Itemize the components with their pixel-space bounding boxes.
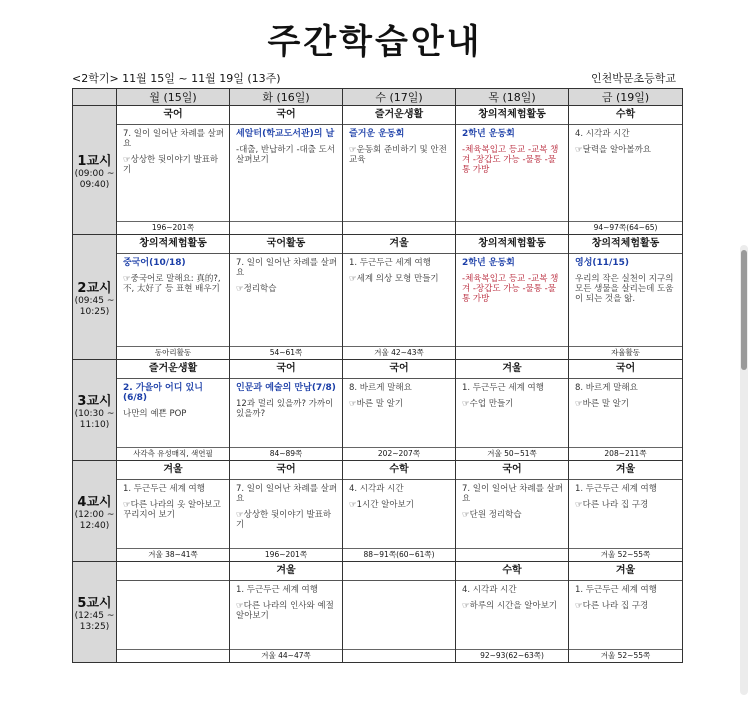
subject-label: 즐거운생활 (117, 360, 229, 379)
lesson-topic: 8. 바르게 말해요 (349, 383, 412, 393)
lesson-content (569, 379, 682, 409)
lesson-topic: 영성(11/15) (575, 258, 629, 268)
lesson-activity: ☞1시간 알아보기 (349, 500, 414, 510)
lesson-content (117, 480, 229, 520)
textbook-pages (117, 649, 229, 662)
subject-label: 국어 (230, 360, 342, 379)
school-name: 인천박문초등학교 (590, 72, 676, 85)
lesson-activity: ☞바른 말 알기 (349, 399, 404, 409)
textbook-pages: 겨울 50~51쪽 (456, 447, 568, 460)
day-header: 화 (16일) (230, 89, 343, 106)
lesson-content (456, 581, 568, 611)
lesson-content (569, 254, 682, 304)
lesson-content (343, 581, 455, 585)
scrollbar-thumb[interactable] (741, 250, 747, 370)
subject-label: 즐거운생활 (343, 106, 455, 125)
lesson-content (230, 125, 342, 165)
lesson-cell (456, 461, 569, 562)
weekly-schedule-table (72, 88, 683, 663)
lesson-activity: -체육복입고 등교 -교복 챙겨 -장갑도 가능 -물통 -물통 가방 (462, 274, 559, 304)
lesson-content (343, 379, 455, 409)
subject-label: 수학 (343, 461, 455, 480)
textbook-pages: 92~93(62~63쪽) (456, 649, 568, 662)
lesson-cell (117, 461, 230, 562)
subject-label: 국어활동 (230, 235, 342, 254)
lesson-box (343, 360, 455, 460)
period-label (73, 360, 117, 461)
lesson-content (569, 480, 682, 510)
subject-label: 국어 (456, 461, 568, 480)
period-time: (09:45 ~ 10:25) (74, 295, 115, 317)
lesson-cell (117, 235, 230, 360)
lesson-cell (230, 106, 343, 235)
textbook-pages (456, 221, 568, 234)
lesson-activity: 나만의 예쁜 POP (123, 409, 187, 419)
lesson-cell (343, 235, 456, 360)
subject-label: 창의적체험활동 (456, 235, 568, 254)
period-name: 1교시 (77, 153, 112, 169)
lesson-activity: ☞수업 만들기 (462, 399, 514, 409)
lesson-content (230, 379, 342, 419)
lesson-content (230, 581, 342, 621)
lesson-box (230, 461, 342, 561)
day-header: 금 (19일) (569, 89, 683, 106)
lesson-activity: ☞정리학습 (236, 284, 277, 294)
textbook-pages: 208~211쪽 (569, 447, 682, 460)
lesson-content (569, 581, 682, 611)
lesson-box (117, 106, 229, 234)
textbook-pages: 동아리활동 (117, 346, 229, 359)
lesson-activity: ☞세계 의상 모형 만들기 (349, 274, 439, 284)
lesson-activity: 12과 멀리 있을까? 가까이 있을까? (236, 399, 334, 419)
textbook-pages: 202~207쪽 (343, 447, 455, 460)
day-header: 월 (15일) (117, 89, 230, 106)
day-header-row (73, 89, 683, 106)
textbook-pages: 94~97쪽(64~65) (569, 221, 682, 234)
lesson-activity: ☞다른 나라의 옷 알아보고 꾸리지어 보기 (123, 500, 221, 520)
period-row (73, 106, 683, 235)
lesson-activity: ☞다른 나라의 인사와 예절 알아보기 (236, 601, 334, 621)
lesson-cell (343, 562, 456, 663)
lesson-cell (343, 360, 456, 461)
lesson-box (343, 461, 455, 561)
lesson-topic: 8. 바르게 말해요 (575, 383, 638, 393)
lesson-cell (230, 235, 343, 360)
lesson-box (456, 235, 568, 359)
lesson-activity: ☞다른 나라 집 구경 (575, 500, 649, 510)
subject-label (343, 562, 455, 581)
lesson-content (343, 480, 455, 510)
textbook-pages: 겨울 44~47쪽 (230, 649, 342, 662)
textbook-pages: 자율활동 (569, 346, 682, 359)
period-row (73, 235, 683, 360)
lesson-topic: 인문과 예술의 만남(7/8) (236, 383, 336, 393)
lesson-box (456, 461, 568, 561)
subject-label (117, 562, 229, 581)
lesson-cell (456, 235, 569, 360)
lesson-topic: 2학년 운동회 (462, 258, 515, 268)
lesson-cell (117, 360, 230, 461)
subject-label: 겨울 (230, 562, 342, 581)
subject-label: 겨울 (456, 360, 568, 379)
lesson-topic: 즐거운 운동회 (349, 129, 405, 139)
lesson-cell (230, 360, 343, 461)
lesson-activity: ☞상상한 뒷이야기 발표하기 (236, 510, 332, 530)
lesson-content (230, 480, 342, 530)
lesson-box (230, 235, 342, 359)
lesson-content (117, 254, 229, 294)
lesson-box (117, 562, 229, 662)
lesson-box (343, 235, 455, 359)
lesson-cell (230, 562, 343, 663)
lesson-topic: 2학년 운동회 (462, 129, 515, 139)
schedule-frame (72, 88, 682, 708)
lesson-topic: 4. 시각과 시간 (349, 484, 404, 494)
lesson-cell (343, 461, 456, 562)
period-time: (10:30 ~ 11:10) (74, 408, 115, 430)
lesson-activity: -체육복입고 등교 -교복 챙겨 -장갑도 가능 -물통 -물통 가방 (462, 145, 559, 175)
lesson-content (456, 480, 568, 520)
period-time: (12:45 ~ 13:25) (74, 610, 115, 632)
lesson-activity: ☞단원 정리학습 (462, 510, 522, 520)
lesson-content (230, 254, 342, 294)
lesson-topic: 1. 두근두근 세계 여행 (236, 585, 318, 595)
textbook-pages: 사각측 유성매직, 색연필 (117, 447, 229, 460)
lesson-content (456, 125, 568, 175)
period-row (73, 461, 683, 562)
lesson-topic: 1. 두근두근 세계 여행 (462, 383, 544, 393)
period-name: 4교시 (77, 494, 112, 510)
subject-label: 국어 (117, 106, 229, 125)
textbook-pages: 88~91쪽(60~61쪽) (343, 548, 455, 561)
period-row (73, 562, 683, 663)
lesson-content (569, 125, 682, 155)
lesson-box (569, 562, 682, 662)
lesson-activity: -대출, 반납하기 -대출 도서 살펴보기 (236, 145, 336, 165)
lesson-box (569, 360, 682, 460)
textbook-pages (456, 346, 568, 359)
lesson-activity: ☞다른 나라 집 구경 (575, 601, 649, 611)
header-bar (72, 70, 676, 86)
lesson-box (456, 360, 568, 460)
textbook-pages (456, 548, 568, 561)
textbook-pages: 196~201쪽 (230, 548, 342, 561)
lesson-topic: 7. 일이 일어난 차례를 살펴요 (236, 258, 338, 278)
lesson-cell (569, 360, 683, 461)
lesson-content (456, 379, 568, 409)
subject-label: 창의적체험활동 (117, 235, 229, 254)
corner-cell (73, 89, 117, 106)
lesson-box (343, 562, 455, 662)
lesson-cell (117, 106, 230, 235)
period-time: (12:00 ~ 12:40) (74, 509, 115, 531)
period-name: 2교시 (77, 280, 112, 296)
lesson-box (117, 461, 229, 561)
lesson-box (230, 562, 342, 662)
lesson-box (569, 461, 682, 561)
lesson-activity: ☞운동회 준비하기 및 안전교육 (349, 145, 447, 165)
textbook-pages (230, 221, 342, 234)
subject-label: 국어 (230, 106, 342, 125)
lesson-topic: 2. 가을아 어디 있니 (6/8) (123, 383, 203, 403)
lesson-box (230, 106, 342, 234)
lesson-content (117, 379, 229, 419)
subject-label: 수학 (569, 106, 682, 125)
lesson-cell (117, 562, 230, 663)
subject-label: 국어 (569, 360, 682, 379)
subject-label: 창의적체험활동 (569, 235, 682, 254)
lesson-activity: 우리의 작은 실천이 지구의 모든 생물을 살리는데 도움이 되는 것을 앎. (575, 274, 674, 304)
lesson-topic: 7. 일이 일어난 차례를 살펴요 (123, 129, 225, 149)
textbook-pages: 겨울 52~55쪽 (569, 649, 682, 662)
lesson-content (456, 254, 568, 304)
period-label (73, 461, 117, 562)
period-name: 3교시 (77, 393, 112, 409)
lesson-box (343, 106, 455, 234)
period-label (73, 235, 117, 360)
lesson-box (117, 235, 229, 359)
lesson-topic: 4. 시각과 시간 (575, 129, 630, 139)
period-row (73, 360, 683, 461)
lesson-cell (569, 461, 683, 562)
lesson-box (569, 235, 682, 359)
lesson-cell (456, 106, 569, 235)
page-title: 주간학습안내 (267, 22, 483, 62)
subject-label: 겨울 (569, 461, 682, 480)
lesson-activity: ☞하루의 시간을 알아보기 (462, 601, 558, 611)
subject-label: 국어 (230, 461, 342, 480)
lesson-activity: ☞바른 말 알기 (575, 399, 630, 409)
lesson-cell (456, 562, 569, 663)
lesson-topic: 1. 두근두근 세계 여행 (575, 484, 657, 494)
lesson-box (117, 360, 229, 460)
week-range: <2학기> 11월 15일 ~ 11월 19일 (13주) (72, 72, 281, 85)
lesson-box (456, 106, 568, 234)
lesson-content (117, 125, 229, 175)
lesson-content (343, 125, 455, 165)
lesson-cell (343, 106, 456, 235)
lesson-cell (456, 360, 569, 461)
lesson-activity: ☞중국어로 말해요: 真的?, 不, 太好了 등 표현 배우기 (123, 274, 221, 294)
lesson-cell (569, 235, 683, 360)
lesson-topic: 중국어(10/18) (123, 258, 186, 268)
subject-label: 겨울 (117, 461, 229, 480)
textbook-pages: 196~201쪽 (117, 221, 229, 234)
subject-label: 수학 (456, 562, 568, 581)
lesson-cell (569, 106, 683, 235)
lesson-activity: ☞달력을 알아볼까요 (575, 145, 652, 155)
subject-label: 국어 (343, 360, 455, 379)
lesson-cell (569, 562, 683, 663)
subject-label: 겨울 (569, 562, 682, 581)
lesson-box (569, 106, 682, 234)
period-time: (09:00 ~ 09:40) (74, 168, 115, 190)
textbook-pages (343, 649, 455, 662)
period-label (73, 106, 117, 235)
lesson-cell (230, 461, 343, 562)
lesson-topic: 7. 일이 일어난 차례를 살펴요 (236, 484, 338, 504)
lesson-activity: ☞상상한 뒷이야기 발표하기 (123, 155, 219, 175)
textbook-pages: 겨울 52~55쪽 (569, 548, 682, 561)
lesson-topic: 4. 시각과 시간 (462, 585, 517, 595)
lesson-topic: 7. 일이 일어난 차례를 살펴요 (462, 484, 564, 504)
period-label (73, 562, 117, 663)
textbook-pages: 54~61쪽 (230, 346, 342, 359)
textbook-pages: 겨울 38~41쪽 (117, 548, 229, 561)
lesson-topic: 1. 두근두근 세계 여행 (123, 484, 205, 494)
lesson-topic: 1. 두근두근 세계 여행 (349, 258, 431, 268)
lesson-content (343, 254, 455, 284)
lesson-topic: 1. 두근두근 세계 여행 (575, 585, 657, 595)
textbook-pages (343, 221, 455, 234)
lesson-box (230, 360, 342, 460)
period-name: 5교시 (77, 595, 112, 611)
textbook-pages: 84~89쪽 (230, 447, 342, 460)
textbook-pages: 겨울 42~43쪽 (343, 346, 455, 359)
day-header: 수 (17일) (343, 89, 456, 106)
lesson-topic: 세알터(학교도서관)의 날 (236, 129, 335, 139)
lesson-box (456, 562, 568, 662)
subject-label: 창의적체험활동 (456, 106, 568, 125)
day-header: 목 (18일) (456, 89, 569, 106)
lesson-content (117, 581, 229, 585)
subject-label: 겨울 (343, 235, 455, 254)
